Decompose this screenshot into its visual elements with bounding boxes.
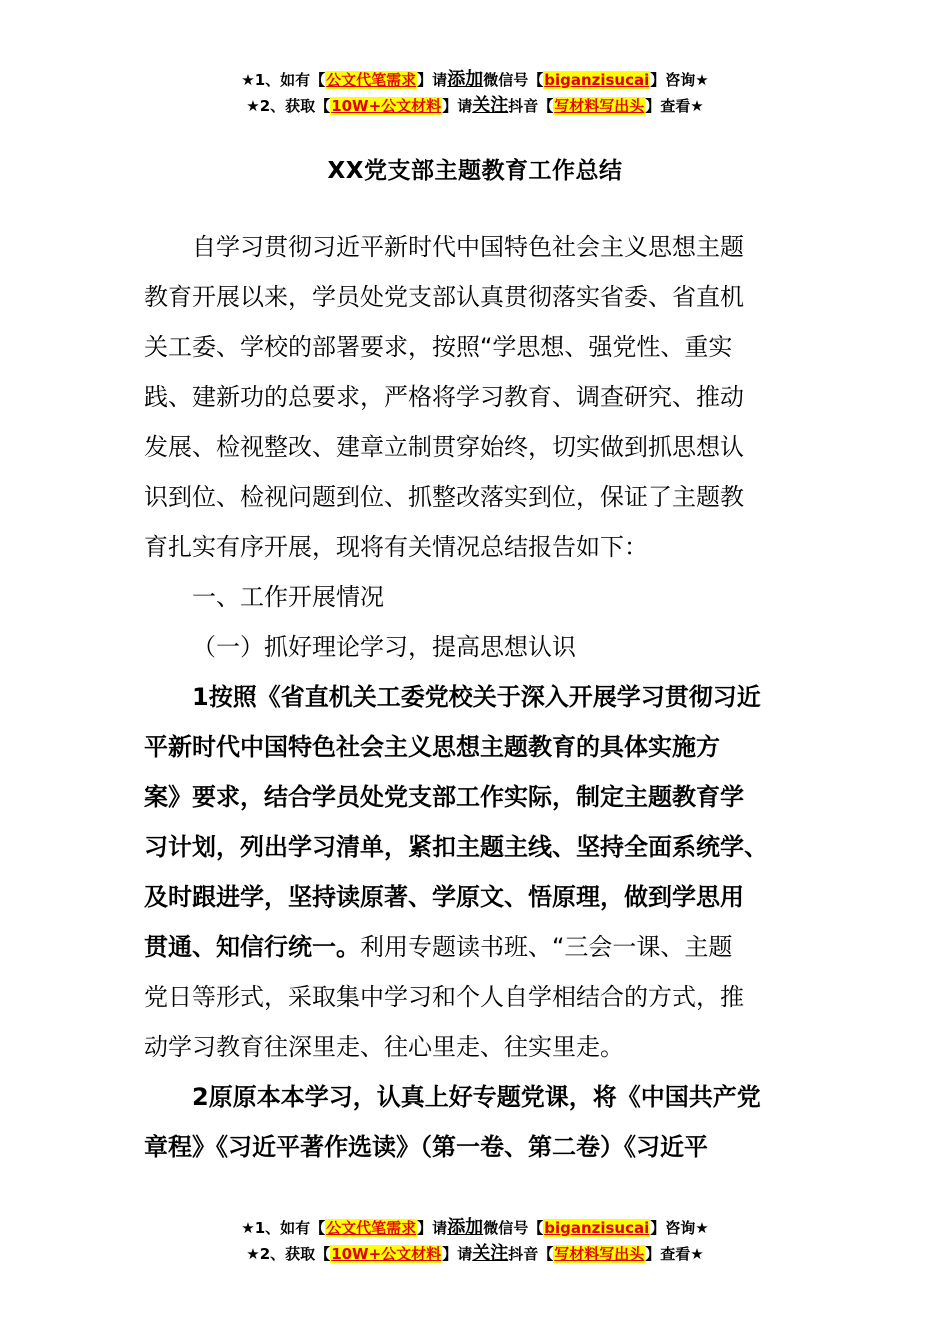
banner-text: ★1、如有【 bbox=[241, 71, 326, 89]
bold-line: 2原原本本学习，认真上好专题党课，将《中国共产党 bbox=[192, 1083, 761, 1111]
banner-text: 】请 bbox=[442, 97, 473, 115]
bold-line: 平新时代中国特色社会主义思想主题教育的具体实施方 bbox=[144, 733, 720, 761]
highlight-materials: 10W+公文材料 bbox=[331, 1245, 442, 1263]
text-line: 动学习教育往深里走、往心里走、往实里走。 bbox=[144, 1033, 624, 1061]
document-title: XX党支部主题教育工作总结 bbox=[327, 158, 623, 184]
normal-text: 利用专题读书班、“三会一课、主题 bbox=[360, 933, 733, 961]
footer-banner bbox=[0, 1215, 950, 1267]
banner-text: 】咨询★ bbox=[650, 1219, 709, 1237]
point-2-paragraph bbox=[144, 1072, 806, 1172]
banner-text: 】咨询★ bbox=[650, 71, 709, 89]
highlight-douyin: 写材料写出头 bbox=[554, 97, 645, 115]
text-line: 识到位、检视问题到位、抓整改落实到位，保证了主题教 bbox=[144, 483, 744, 511]
header-banner bbox=[0, 67, 950, 119]
point-1-paragraph bbox=[144, 672, 806, 1072]
heading-text: （一）抓好理论学习，提高思想认识 bbox=[192, 633, 576, 661]
banner-line-1 bbox=[0, 67, 950, 93]
banner-line-1 bbox=[0, 1215, 950, 1241]
text-line: 自学习贯彻习近平新时代中国特色社会主义思想主题 bbox=[192, 233, 744, 261]
highlight-service: 公文代笔需求 bbox=[326, 71, 417, 89]
banner-text: 】请 bbox=[442, 1245, 473, 1263]
mixed-line bbox=[144, 922, 806, 972]
heading-text: 一、工作开展情况 bbox=[192, 583, 384, 611]
banner-text: ★2、获取【 bbox=[246, 97, 331, 115]
text-line: 党日等形式，采取集中学习和个人自学相结合的方式，推 bbox=[144, 983, 744, 1011]
banner-text: 微信号【 bbox=[483, 1219, 544, 1237]
bold-line: 1按照《省直机关工委党校关于深入开展学习贯彻习近 bbox=[192, 683, 761, 711]
banner-emphasis: 关注 bbox=[472, 1243, 509, 1264]
banner-text: 微信号【 bbox=[483, 71, 544, 89]
banner-text: 】请 bbox=[417, 1219, 448, 1237]
banner-emphasis: 添加 bbox=[447, 1217, 484, 1238]
bold-line: 习计划，列出学习清单，紧扣主题主线、坚持全面系统学、 bbox=[144, 833, 768, 861]
banner-text: 】查看★ bbox=[645, 1245, 704, 1263]
banner-emphasis: 关注 bbox=[472, 95, 509, 116]
highlight-wechat-id: biganzisucai bbox=[544, 71, 650, 89]
banner-text: 】请 bbox=[417, 71, 448, 89]
bold-line: 案》要求，结合学员处党支部工作实际，制定主题教育学 bbox=[144, 783, 744, 811]
highlight-service: 公文代笔需求 bbox=[326, 1219, 417, 1237]
bold-text: 贯通、知信行统一。 bbox=[144, 933, 360, 961]
highlight-materials: 10W+公文材料 bbox=[331, 97, 442, 115]
highlight-douyin: 写材料写出头 bbox=[554, 1245, 645, 1263]
highlight-wechat-id: biganzisucai bbox=[544, 1219, 650, 1237]
banner-text: ★1、如有【 bbox=[241, 1219, 326, 1237]
text-line: 践、建新功的总要求，严格将学习教育、调查研究、推动 bbox=[144, 383, 744, 411]
banner-text: 抖音【 bbox=[508, 1245, 554, 1263]
bold-line: 及时跟进学，坚持读原著、学原文、悟原理，做到学思用 bbox=[144, 883, 744, 911]
banner-text: ★2、获取【 bbox=[246, 1245, 331, 1263]
banner-emphasis: 添加 bbox=[447, 69, 484, 90]
text-line: 教育开展以来，学员处党支部认真贯彻落实省委、省直机 bbox=[144, 283, 744, 311]
banner-text: 】查看★ bbox=[645, 97, 704, 115]
text-line: 发展、检视整改、建章立制贯穿始终，切实做到抓思想认 bbox=[144, 433, 744, 461]
text-line: 育扎实有序开展，现将有关情况总结报告如下： bbox=[144, 533, 648, 561]
intro-paragraph bbox=[144, 222, 806, 572]
banner-line-2 bbox=[0, 1241, 950, 1267]
banner-text: 抖音【 bbox=[508, 97, 554, 115]
text-line: 关工委、学校的部署要求，按照“学思想、强党性、重实 bbox=[144, 333, 733, 361]
bold-line: 章程》《习近平著作选读》（第一卷、第二卷）《习近平 bbox=[144, 1133, 708, 1161]
section-heading-1 bbox=[144, 572, 806, 622]
banner-line-2 bbox=[0, 93, 950, 119]
section-heading-2 bbox=[144, 622, 806, 672]
document-body bbox=[144, 222, 806, 1172]
